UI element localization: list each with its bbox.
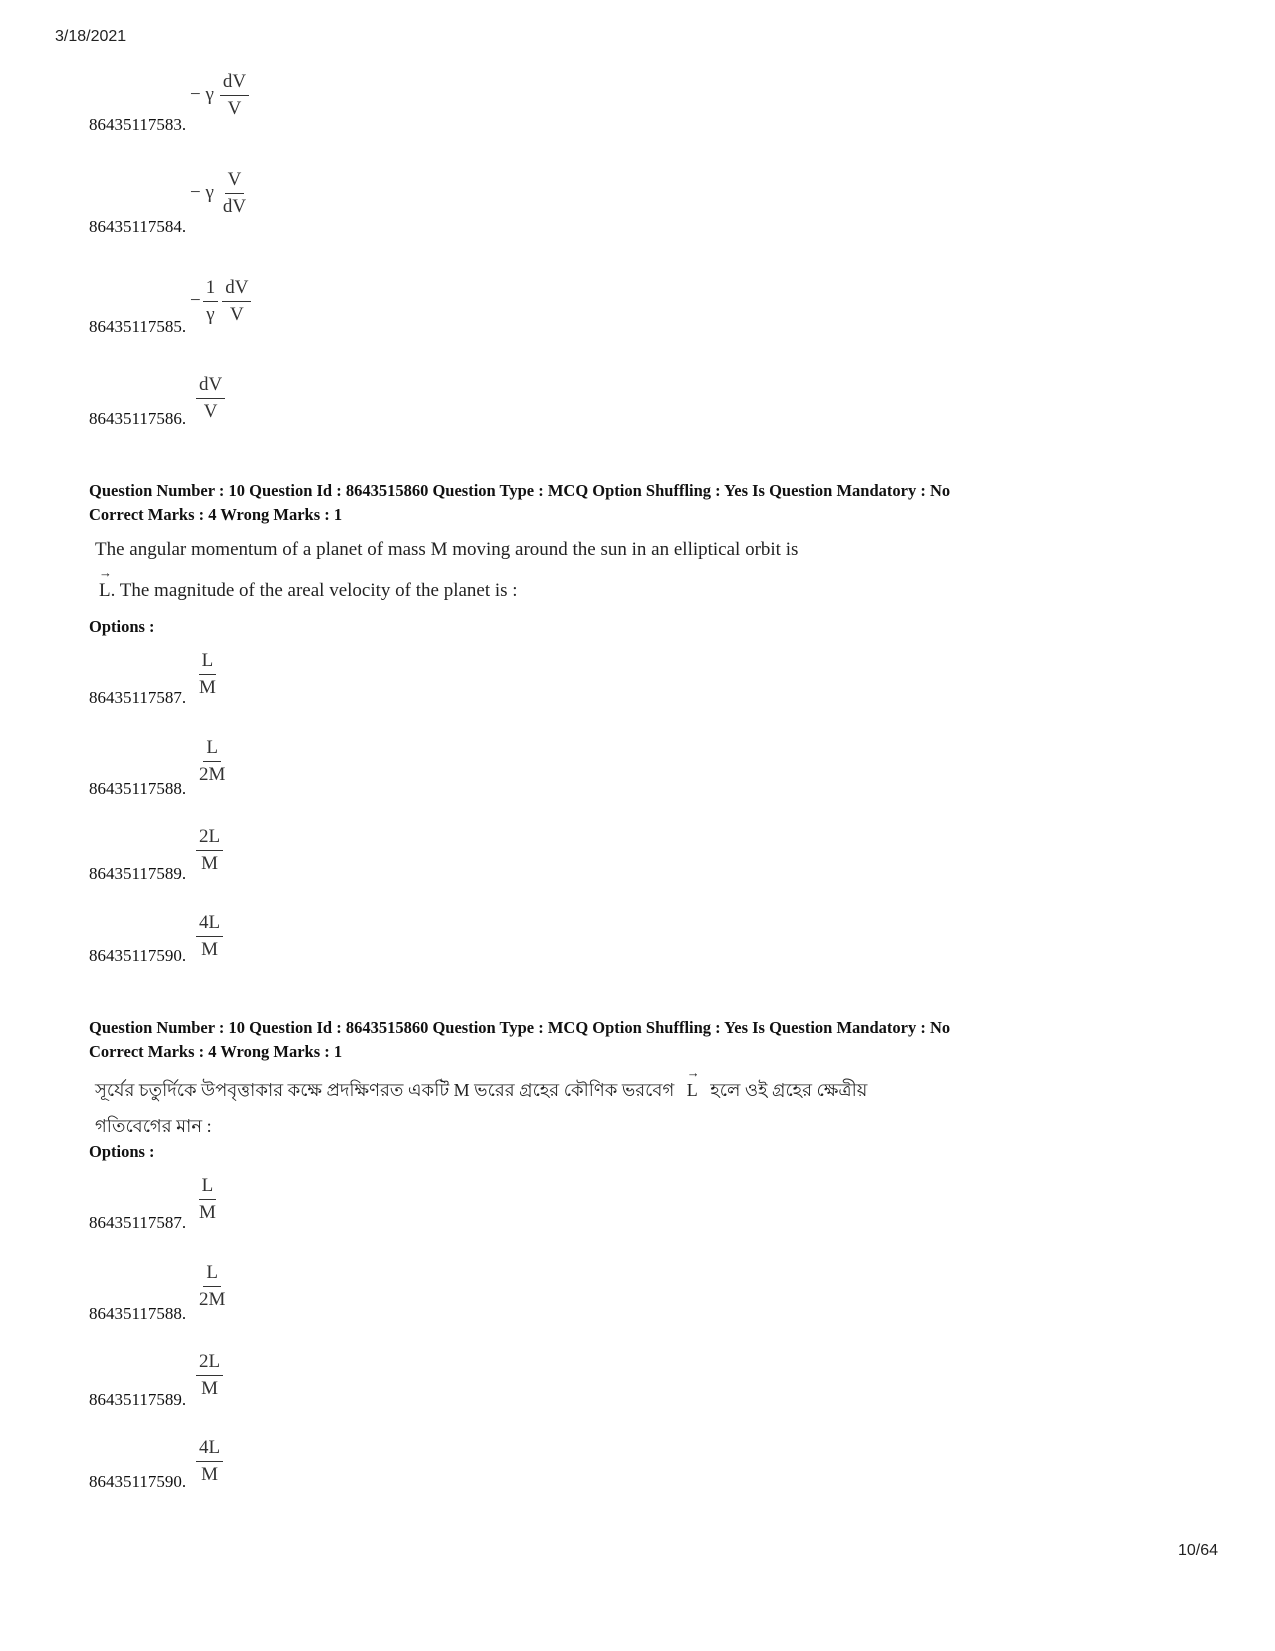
denominator: 2M bbox=[199, 1289, 226, 1310]
denominator: V bbox=[227, 98, 242, 119]
question-text-part: হলে ওই গ্রহের ক্ষেত্রীয় bbox=[710, 1080, 868, 1100]
fraction bbox=[196, 1176, 219, 1222]
numerator: 4L bbox=[196, 1438, 223, 1462]
option-id: 86435117590. bbox=[89, 1472, 187, 1491]
question-marks: Correct Marks : 4 Wrong Marks : 1 bbox=[89, 505, 343, 524]
option-id: 86435117589. bbox=[89, 864, 187, 883]
option-id: 86435117587. bbox=[89, 1213, 187, 1232]
vector-symbol: → L bbox=[686, 1065, 700, 1100]
option-formula bbox=[196, 738, 228, 784]
numerator: dV bbox=[196, 375, 225, 399]
vector-arrow-icon: → bbox=[99, 565, 112, 580]
denominator: V bbox=[229, 304, 244, 325]
vector-symbol: → L bbox=[99, 565, 112, 601]
numerator: L bbox=[203, 738, 221, 762]
denominator: M bbox=[201, 853, 218, 874]
print-date: 3/18/2021 bbox=[55, 28, 127, 45]
denominator: M bbox=[201, 939, 218, 960]
fraction bbox=[196, 738, 228, 784]
option-id: 86435117586. bbox=[89, 409, 187, 428]
option-id: 86435117583. bbox=[89, 115, 187, 134]
numerator: V bbox=[225, 170, 245, 194]
fraction bbox=[196, 1352, 223, 1398]
option-id: 86435117588. bbox=[89, 779, 187, 798]
fraction bbox=[196, 375, 225, 421]
numerator: dV bbox=[220, 72, 249, 96]
option-formula bbox=[196, 913, 223, 959]
formula-prefix: − γ bbox=[190, 84, 214, 105]
option-formula bbox=[196, 1438, 223, 1484]
question-header bbox=[89, 479, 950, 527]
option-formula bbox=[196, 375, 225, 421]
formula-prefix: − bbox=[190, 290, 201, 311]
fraction bbox=[196, 1263, 228, 1309]
fraction bbox=[196, 1438, 223, 1484]
option-formula bbox=[190, 170, 249, 216]
question-header bbox=[89, 1016, 950, 1064]
question-text-rest: . The magnitude of the areal velocity of the planet is : bbox=[110, 580, 518, 601]
fraction bbox=[196, 827, 223, 873]
question-text-line2: গতিবেগের মান : bbox=[95, 1116, 212, 1136]
option-id: 86435117585. bbox=[89, 317, 187, 336]
denominator: M bbox=[199, 677, 216, 698]
question-text-line1: The angular momentum of a planet of mass M moving around the sun in an elliptical orbit is bbox=[95, 539, 799, 560]
question-meta: Question Number : 10 Question Id : 8643515860 Question Type : MCQ Option Shuffling : Yes Is Question Mandatory : No bbox=[89, 1018, 951, 1037]
numerator: dV bbox=[222, 278, 251, 302]
option-id: 86435117584. bbox=[89, 217, 187, 236]
question-meta: Question Number : 10 Question Id : 8643515860 Question Type : MCQ Option Shuffling : Yes Is Question Mandatory : No bbox=[89, 481, 951, 500]
formula-prefix: − γ bbox=[190, 182, 214, 203]
question-text-line1 bbox=[95, 1065, 868, 1107]
option-formula bbox=[190, 72, 249, 118]
numerator: 1 bbox=[203, 278, 219, 302]
fraction bbox=[196, 651, 219, 697]
denominator: V bbox=[203, 401, 218, 422]
options-label: Options : bbox=[89, 1142, 155, 1161]
question-marks: Correct Marks : 4 Wrong Marks : 1 bbox=[89, 1042, 343, 1061]
denominator: M bbox=[201, 1378, 218, 1399]
option-id: 86435117589. bbox=[89, 1390, 187, 1409]
fraction bbox=[196, 913, 223, 959]
numerator: 4L bbox=[196, 913, 223, 937]
fraction bbox=[203, 278, 219, 324]
option-id: 86435117590. bbox=[89, 946, 187, 965]
denominator: 2M bbox=[199, 764, 226, 785]
fraction bbox=[222, 278, 251, 324]
option-id: 86435117588. bbox=[89, 1304, 187, 1323]
numerator: 2L bbox=[196, 1352, 223, 1376]
page-number: 10/64 bbox=[1177, 1542, 1218, 1559]
fraction bbox=[220, 72, 249, 118]
numerator: 2L bbox=[196, 827, 223, 851]
fraction bbox=[220, 170, 249, 216]
denominator: γ bbox=[206, 304, 215, 325]
option-formula bbox=[190, 278, 251, 324]
question-text-line2 bbox=[99, 565, 518, 602]
option-formula bbox=[196, 651, 219, 697]
denominator: M bbox=[201, 1464, 218, 1485]
option-formula bbox=[196, 1352, 223, 1398]
denominator: M bbox=[199, 1202, 216, 1223]
option-formula bbox=[196, 827, 223, 873]
option-formula bbox=[196, 1176, 219, 1222]
options-label: Options : bbox=[89, 617, 155, 636]
option-id: 86435117587. bbox=[89, 688, 187, 707]
vector-arrow-icon: → bbox=[686, 1065, 700, 1080]
option-formula bbox=[196, 1263, 228, 1309]
numerator: L bbox=[199, 651, 217, 675]
numerator: L bbox=[203, 1263, 221, 1287]
denominator: dV bbox=[222, 196, 247, 217]
question-text-part: সূর্যের চতুর্দিকে উপবৃত্তাকার কক্ষে প্রদক্ষিণরত একটি M ভরের গ্রহের কৌণিক ভরবেগ bbox=[95, 1080, 675, 1100]
numerator: L bbox=[199, 1176, 217, 1200]
